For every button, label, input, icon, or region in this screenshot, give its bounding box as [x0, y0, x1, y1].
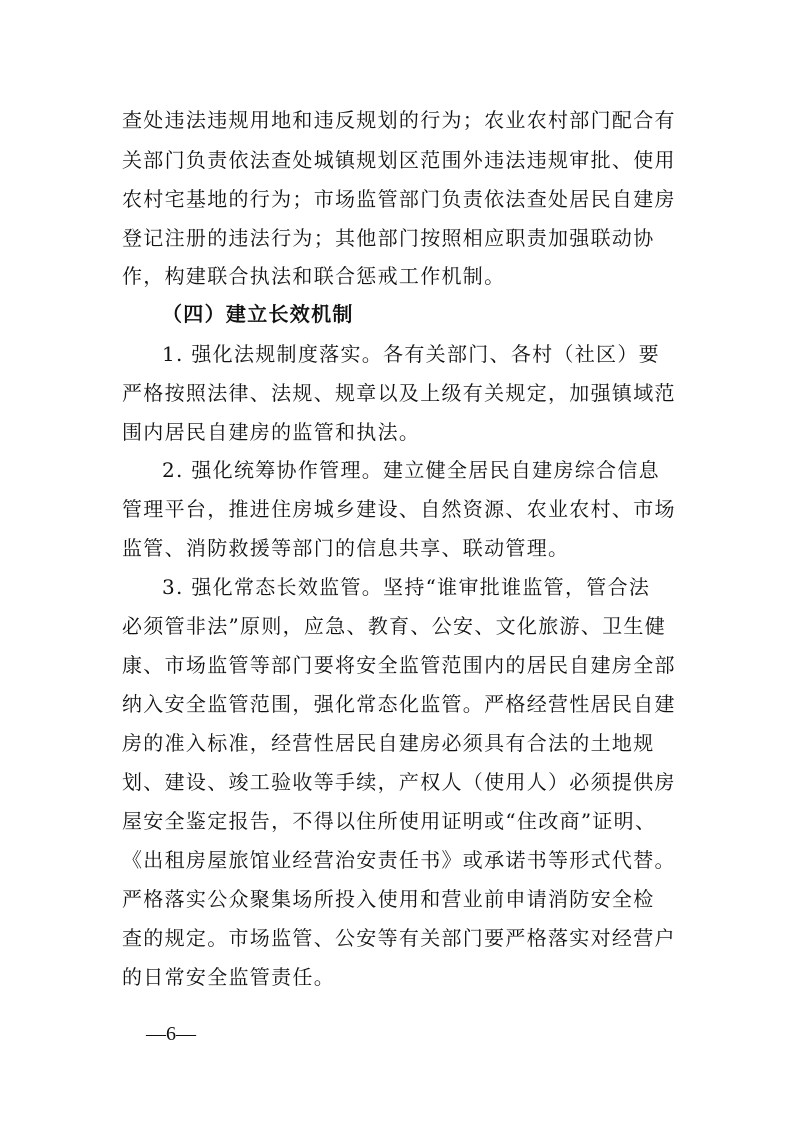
body-text-line: 严格落实公众聚集场所投入使用和营业前申请消防安全检 [122, 887, 655, 911]
section-heading: （四）建立长效机制 [162, 302, 354, 326]
body-text-line: 《出租房屋旅馆业经营治安责任书》或承诺书等形式代替。 [122, 848, 676, 872]
body-text-line: 查处违法违规用地和违反规划的行为；农业农村部门配合有 [122, 108, 676, 132]
body-text-line: 3. 强化常态长效监管。坚持“谁审批谁监管，管合法 [162, 575, 651, 599]
body-text-line: 房的准入标准，经营性居民自建房必须具有合法的土地规 [122, 731, 655, 755]
body-text-line: 必须管非法”原则，应急、教育、公安、文化旅游、卫生健 [122, 614, 667, 638]
body-text-line: 农村宅基地的行为；市场监管部门负责依法查处居民自建房 [122, 187, 676, 211]
page-number: —6— [146, 1023, 196, 1045]
body-text-line: 管理平台，推进住房城乡建设、自然资源、农业农村、市场 [122, 497, 676, 521]
body-text-line: 康、市场监管等部门要将安全监管范围内的居民自建房全部 [122, 653, 676, 677]
body-text-line: 1. 强化法规制度落实。各有关部门、各村（社区）要 [162, 342, 660, 366]
body-text-line: 2. 强化统筹协作管理。建立健全居民自建房综合信息 [162, 458, 660, 482]
body-text-line: 纳入安全监管范围，强化常态化监管。严格经营性居民自建 [122, 692, 676, 716]
body-text-line: 作，构建联合执法和联合惩戒工作机制。 [122, 264, 506, 288]
body-text-line: 查的规定。市场监管、公安等有关部门要严格落实对经营户 [122, 926, 676, 950]
body-text-line: 屋安全鉴定报告，不得以住所使用证明或“住改商”证明、 [122, 809, 657, 833]
body-text-line: 划、建设、竣工验收等手续，产权人（使用人）必须提供房 [122, 770, 676, 794]
body-text-line: 围内居民自建房的监管和执法。 [122, 420, 421, 444]
body-text-line: 登记注册的违法行为；其他部门按照相应职责加强联动协 [122, 226, 655, 250]
body-text-line: 关部门负责依法查处城镇规划区范围外违法违规审批、使用 [122, 148, 676, 172]
body-text-line: 严格按照法律、法规、规章以及上级有关规定，加强镇域范 [122, 381, 676, 405]
body-text-line: 监管、消防救援等部门的信息共享、联动管理。 [122, 536, 570, 560]
body-text-line: 的日常安全监管责任。 [122, 965, 335, 989]
